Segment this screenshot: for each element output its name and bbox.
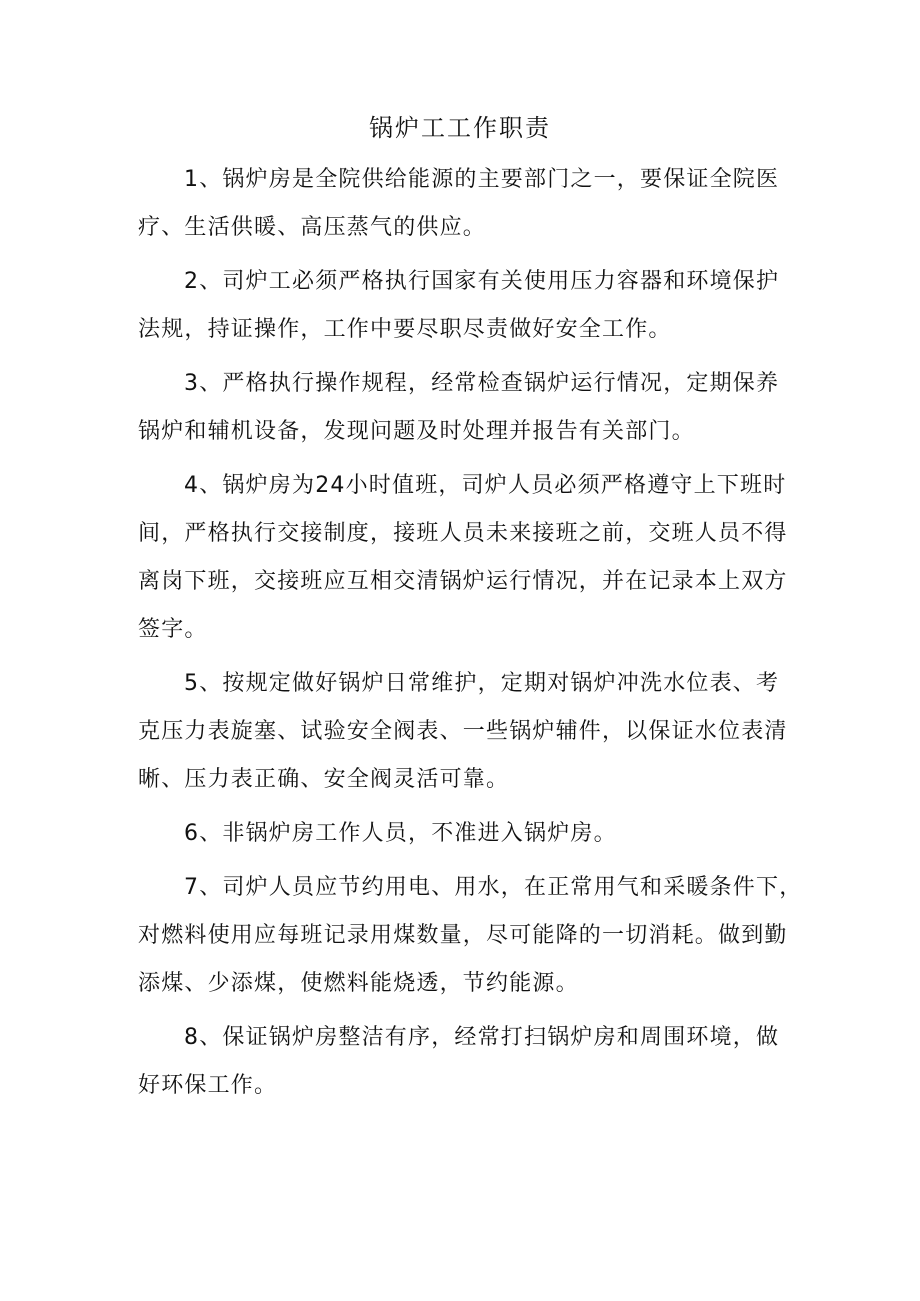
paragraph-line: 5、按规定做好锅炉日常维护，定期对锅炉冲洗水位表、考 bbox=[184, 671, 780, 696]
paragraph-line: 克压力表旋塞、试验安全阀表、一些锅炉辅件，以保证水位表清 bbox=[138, 719, 788, 744]
paragraph-line: 签字。 bbox=[138, 617, 208, 642]
document-title: 锅炉工工作职责 bbox=[369, 114, 551, 142]
paragraph-line: 4、锅炉房为24小时值班，司炉人员必须严格遵守上下班时 bbox=[184, 473, 787, 498]
paragraph-line: 2、司炉工必须严格执行国家有关使用压力容器和环境保护 bbox=[184, 269, 780, 294]
paragraph-line: 对燃料使用应每班记录用煤数量，尽可能降的一切消耗。做到勤 bbox=[138, 923, 788, 948]
paragraph-line: 疗、生活供暖、高压蒸气的供应。 bbox=[138, 215, 487, 240]
paragraph-6 bbox=[138, 810, 788, 858]
paragraph-5 bbox=[138, 660, 788, 804]
paragraph-line: 晰、压力表正确、安全阀灵活可靠。 bbox=[138, 767, 510, 792]
paragraph-4 bbox=[138, 462, 788, 654]
paragraph-line: 3、严格执行操作规程，经常检查锅炉运行情况，定期保养 bbox=[184, 371, 780, 396]
paragraph-line: 6、非锅炉房工作人员，不准进入锅炉房。 bbox=[184, 821, 617, 846]
paragraph-line: 7、司炉人员应节约用电、用水，在正常用气和采暖条件下， bbox=[184, 875, 803, 900]
paragraph-line: 锅炉和辅机设备，发现问题及时处理并报告有关部门。 bbox=[138, 419, 695, 444]
paragraph-7 bbox=[138, 864, 803, 1008]
paragraph-1 bbox=[138, 156, 788, 252]
paragraph-line: 1、锅炉房是全院供给能源的主要部门之一，要保证全院医 bbox=[184, 167, 780, 192]
paragraph-line: 添煤、少添煤，使燃料能烧透，节约能源。 bbox=[138, 971, 579, 996]
paragraph-line: 法规，持证操作，工作中要尽职尽责做好安全工作。 bbox=[138, 317, 672, 342]
paragraph-2 bbox=[138, 258, 788, 354]
document-body bbox=[138, 156, 803, 1110]
paragraph-line: 好环保工作。 bbox=[138, 1073, 278, 1098]
paragraph-8 bbox=[138, 1014, 788, 1110]
paragraph-line: 离岗下班，交接班应互相交清锅炉运行情况，并在记录本上双方 bbox=[138, 569, 788, 594]
paragraph-3 bbox=[138, 360, 788, 456]
paragraph-line: 间，严格执行交接制度，接班人员未来接班之前，交班人员不得 bbox=[138, 521, 788, 546]
paragraph-line: 8、保证锅炉房整洁有序，经常打扫锅炉房和周围环境，做 bbox=[184, 1025, 780, 1050]
